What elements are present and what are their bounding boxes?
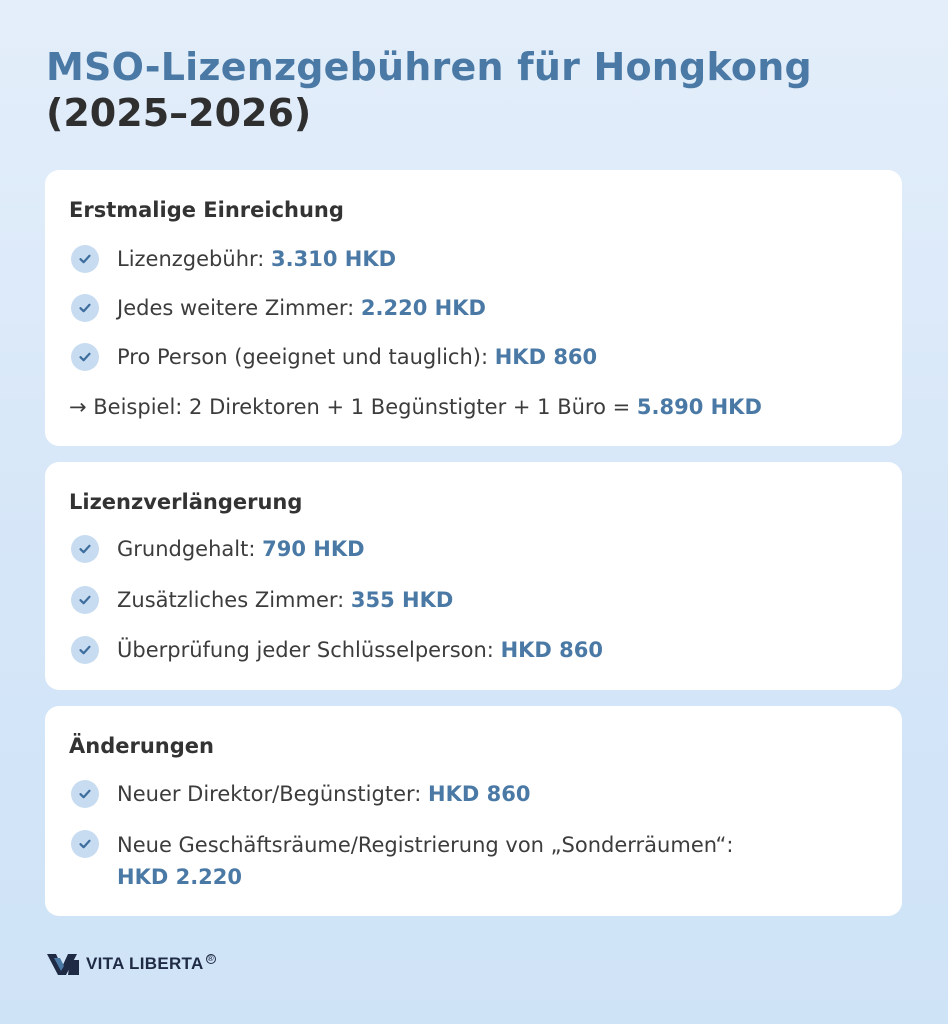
check-icon [71,535,99,563]
check-icon [71,780,99,808]
card-changes [45,706,902,916]
check-icon [71,245,99,273]
item-label: Pro Person (geeignet und tauglich): [117,345,495,369]
item-label: Neue Geschäftsräume/Registrierung von „Sonderräumen“: [117,833,734,857]
registered-mark: ® [206,954,215,963]
example-value: 5.890 HKD [636,395,762,419]
item-label: Überprüfung jeder Schlüsselperson: [117,638,501,662]
section-heading: Lizenzverlängerung [69,490,303,514]
section-heading: Änderungen [69,734,214,758]
check-icon [71,636,99,664]
item-value: 2.220 HKD [360,296,486,320]
card-license-renewal [45,462,902,690]
vita-liberta-logo-icon [46,952,80,976]
item-label: Neuer Direktor/Begünstigter: [117,782,429,806]
list-item [71,635,603,665]
card-initial-submission [45,170,902,446]
list-item [71,829,733,893]
list-item [71,779,530,809]
item-label: Jedes weitere Zimmer: [117,296,361,320]
check-icon [71,343,99,371]
title-line-1: MSO-Lizenzgebühren für Hongkong [46,45,812,89]
check-icon [71,830,99,858]
item-value: 355 HKD [350,588,454,612]
brand-logo [46,952,216,976]
item-value: 790 HKD [262,537,365,561]
list-item [71,293,486,323]
item-label: Lizenzgebühr: [117,247,272,271]
list-item [71,244,396,274]
list-item [71,342,597,372]
brand-name: VITA LIBERTA [86,954,204,973]
item-value: HKD 860 [494,345,598,369]
page-title [46,44,812,136]
item-value: HKD 2.220 [117,865,243,889]
check-icon [71,294,99,322]
section-heading: Erstmalige Einreichung [69,198,344,222]
title-line-2: (2025–2026) [46,91,312,135]
list-item [71,585,453,615]
item-label: Zusätzliches Zimmer: [117,588,351,612]
example-label: → Beispiel: 2 Direktoren + 1 Begünstigter + 1 Büro = [69,395,637,419]
list-item [71,534,365,564]
item-value: HKD 860 [500,638,603,662]
item-value: HKD 860 [428,782,531,806]
check-icon [71,586,99,614]
example-line [69,392,762,422]
item-value: 3.310 HKD [271,247,397,271]
item-label: Grundgehalt: [117,537,263,561]
